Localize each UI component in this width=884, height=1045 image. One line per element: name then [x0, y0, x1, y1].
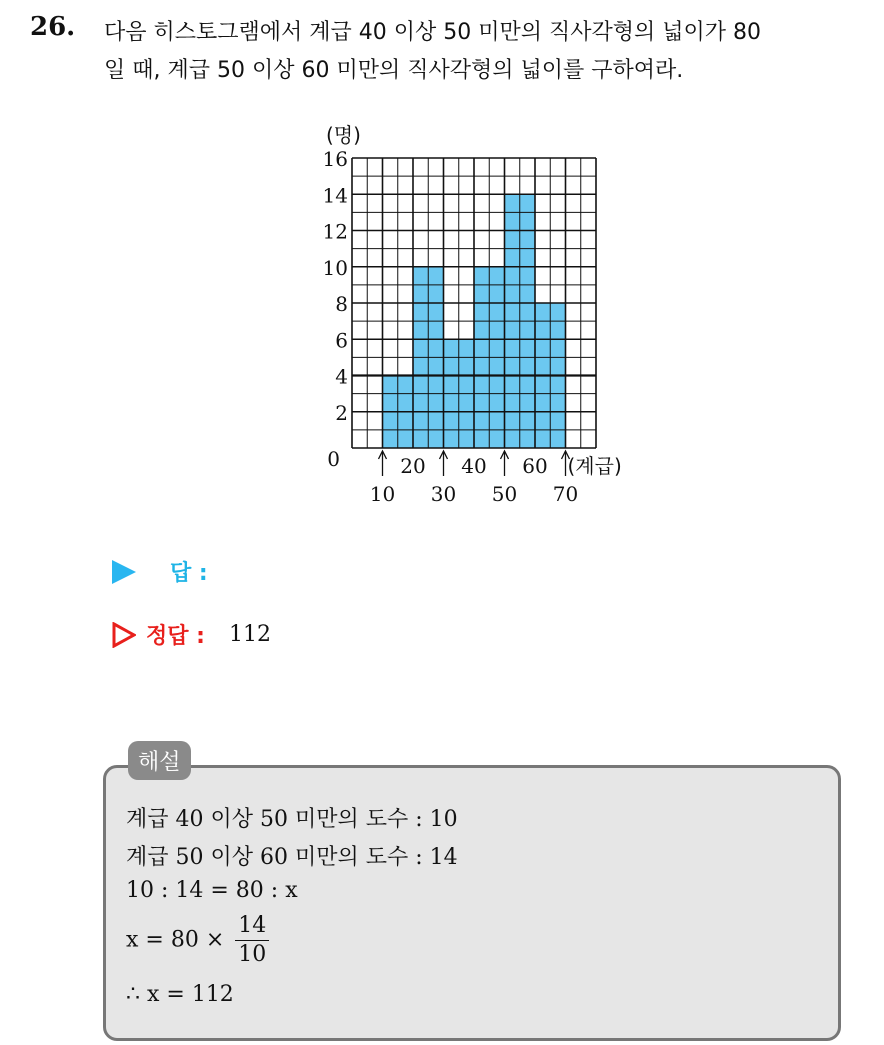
y-tick-label: 12 [322, 219, 348, 244]
x-tick-label-upper: 20 [400, 454, 426, 478]
y-tick-label: 10 [322, 255, 348, 280]
y-tick-label: 14 [322, 183, 348, 208]
y-tick-label: 6 [335, 328, 348, 353]
histogram [300, 115, 660, 515]
question-line-2: 일 때, 계급 50 이상 60 미만의 직사각형의 넓이를 구하여라. [104, 58, 684, 83]
question-text [104, 14, 874, 90]
x-tick-label-lower: 30 [430, 482, 457, 506]
fraction-denominator: 10 [238, 942, 267, 967]
x-axis-label: (계급) [567, 454, 622, 478]
answer-label: 답 : [170, 561, 208, 586]
x-tick-label-lower: 70 [552, 482, 579, 506]
explanation-final: ∴ x = 112 [126, 982, 234, 1007]
y-tick-label: 0 [327, 447, 340, 471]
explanation-line-2: 계급 50 이상 60 미만의 도수 : 14 [126, 845, 458, 870]
x-tick-label-upper: 40 [461, 454, 487, 478]
y-tick-label: 8 [335, 292, 348, 316]
filled-triangle-icon [112, 560, 136, 584]
formula-prefix: x = 80 × [126, 927, 225, 953]
y-tick-label: 2 [335, 400, 348, 425]
x-tick-label-upper: 60 [522, 454, 548, 478]
correct-answer-label: 정답 : [146, 624, 205, 649]
fraction-numerator: 14 [235, 912, 269, 941]
outlined-triangle-icon [112, 622, 136, 648]
y-tick-label: 16 [322, 147, 348, 171]
y-axis-label: (명) [326, 123, 361, 147]
x-tick-label-lower: 50 [491, 482, 518, 506]
x-tick-label-lower: 10 [369, 482, 396, 506]
question-number: 26. [30, 12, 76, 42]
correct-answer-row [112, 619, 271, 650]
correct-answer-value: 112 [228, 622, 271, 647]
explanation-line-3: 10 : 14 = 80 : x [126, 878, 298, 903]
question-line-1: 다음 히스토그램에서 계급 40 이상 50 미만의 직사각형의 넓이가 80 [104, 20, 761, 45]
explanation-tab: 해설 [128, 741, 191, 780]
y-tick-label: 4 [335, 364, 348, 389]
explanation-line-1: 계급 40 이상 50 미만의 도수 : 10 [126, 807, 458, 832]
explanation-formula [126, 912, 269, 969]
fraction [235, 912, 269, 969]
answer-row [112, 556, 208, 587]
